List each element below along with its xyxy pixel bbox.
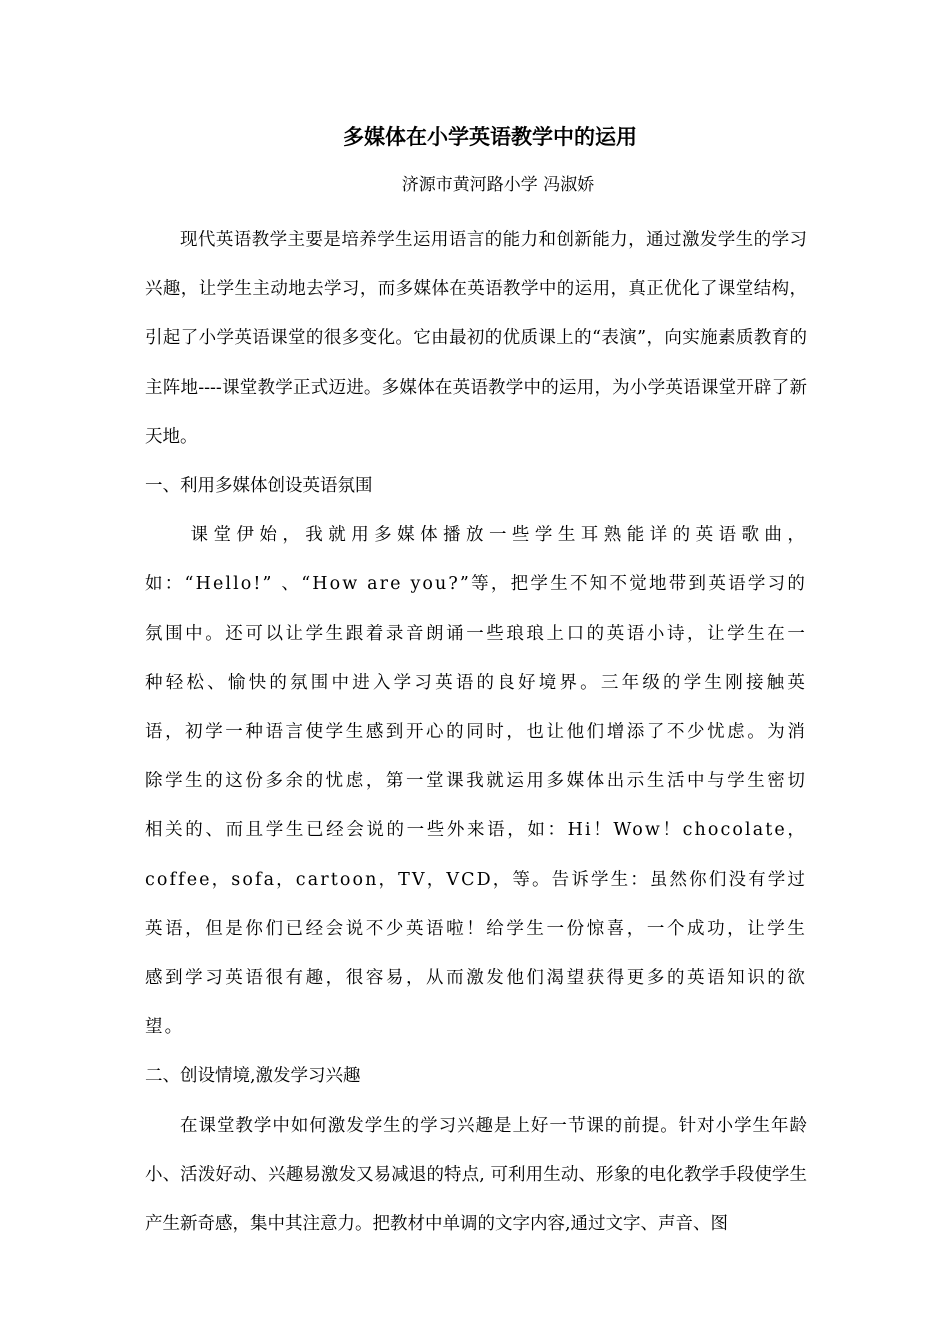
document-title: 多媒体在小学英语教学中的运用: [343, 124, 637, 149]
section-heading-1: 一、利用多媒体创设英语氛围: [145, 476, 373, 497]
document-author: 济源市黄河路小学 冯淑娇: [401, 175, 595, 195]
document-body: [145, 216, 807, 1249]
section-heading-2: 二、创设情境,激发学习兴趣: [145, 1066, 361, 1087]
paragraph-section-1: 课堂伊始，我就用多媒体播放一些学生耳熟能详的英语歌曲，如：“Hello!” 、“How are you?”等，把学生不知不觉地带到英语学习的氛围中。还可以让学生跟着录音朗诵一些琅琅上口的英语小诗，让学生在一种轻松、愉快的氛围中进入学习英语的良好境界。三年级的学生刚接触英语，初学一种语言使学生感到开心的同时，也让他们增添了不少忧虑。为消除学生的这份多余的忧虑，第一堂课我就运用多媒体出示生活中与学生密切相关的、而且学生已经会说的一些外来语，如：Hi！Wow！chocolate，coffee，sofa，cartoon，TV，VCD，等。告诉学生：虽然你们没有学过英语，但是你们已经会说不少英语啦！给学生一份惊喜，一个成功，让学生感到学习英语很有趣，很容易，从而激发他们渴望获得更多的英语知识的欲望。: [145, 525, 807, 1038]
paragraph-intro: 现代英语教学主要是培养学生运用语言的能力和创新能力，通过激发学生的学习兴趣，让学生主动地去学习，而多媒体在英语教学中的运用，真正优化了课堂结构，引起了小学英语课堂的很多变化。它由最初的优质课上的“表演”，向实施素质教育的主阵地----课堂教学正式迈进。多媒体在英语教学中的运用，为小学英语课堂开辟了新天地。: [145, 230, 807, 447]
paragraph-section-2: 在课堂教学中如何激发学生的学习兴趣是上好一节课的前提。针对小学生年龄小、活泼好动、兴趣易激发又易减退的特点, 可利用生动、形象的电化教学手段使学生产生新奇感，集中其注意力。把教材中单调的文字内容,通过文字、声音、图: [145, 1115, 807, 1235]
